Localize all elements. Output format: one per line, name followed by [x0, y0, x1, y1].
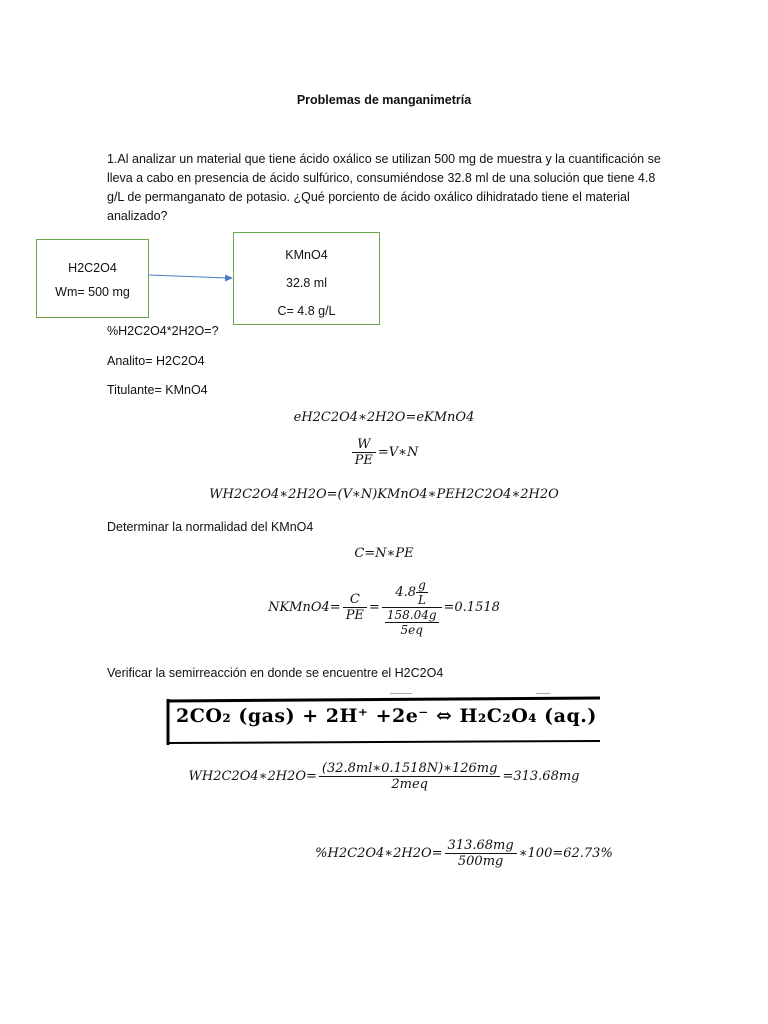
fraction-c-pe — [343, 592, 367, 623]
fraction-concentration-pe — [382, 578, 442, 637]
fraction-percent — [445, 838, 517, 869]
equation-rhs: =0.1518 — [443, 600, 500, 615]
fraction-denominator: 2meq — [391, 777, 428, 792]
equation-weight-pe — [0, 437, 768, 468]
fraction-numerator: W — [352, 437, 376, 453]
normality-label: Determinar la normalidad del KMnO4 — [107, 520, 314, 534]
fraction-w-pe — [352, 437, 376, 468]
fraction-numerator — [382, 578, 442, 608]
pe-fraction — [385, 608, 439, 637]
equation-rhs: ∗100=62.73% — [518, 846, 613, 861]
analyte-box-name: H2C2O4 — [68, 261, 117, 275]
half-reaction-text: 2CO₂ (gas) + 2H⁺ +2e⁻ ⇔ H₂C₂O₄ (aq.) — [176, 705, 597, 727]
concentration-value: 4.8 — [395, 585, 417, 600]
equation-oxalic-weight — [0, 761, 768, 792]
analyte-box — [36, 239, 149, 318]
titrant-box — [233, 232, 380, 325]
titrant-label: Titulante= KMnO4 — [107, 383, 208, 397]
equation-concentration: C=N∗PE — [354, 546, 414, 561]
pe-denominator: 5eq — [400, 623, 423, 637]
unit-fraction — [416, 578, 428, 607]
fraction-numerator: (32.8ml∗0.1518N)∗126mg — [319, 761, 501, 777]
problem-statement: 1.Al analizar un material que tiene ácido oxálico se utilizan 500 mg de muestra y la cuantificación se lleva a cabo en presencia de ácido sulfúrico, consumiéndose 32.8 ml de una solución que tiene 4.8 g/L de permanganato de potasio. ¿Qué porciento de ácido oxálico dihidratado tiene el material analizado? — [107, 152, 661, 223]
unit-denominator: L — [418, 593, 426, 607]
page-title: Problemas de manganimetría — [296, 93, 472, 107]
equation-lhs: WH2C2O4∗2H2O= — [188, 769, 317, 784]
pe-numerator: 158.04g — [386, 608, 437, 622]
equation-normality: NKMnO4= $\frac{C}{PE}$ = 4.8 $\frac{g}{L}$ $\frac{158.04g}{5eq}$ =0.1518 — [268, 578, 500, 637]
analyte-box-mass: Wm= 500 mg — [55, 285, 130, 299]
equation-weight-formula: WH2C2O4∗2H2O=(V∗N)KMnO4∗PEH2C2O4∗2H2O — [209, 487, 559, 502]
equation-rhs: =V∗N — [377, 445, 419, 460]
equation-lhs: NKMnO4= — [268, 600, 341, 615]
fraction-denominator — [382, 608, 442, 637]
verify-label: Verificar la semirreacción en donde se encuentre el H2C2O4 — [107, 666, 444, 680]
equation-rhs: =313.68mg — [502, 769, 580, 784]
equation-lhs: %H2C2O4∗2H2O= — [315, 846, 443, 861]
equation-percent — [80, 838, 768, 869]
half-reaction-image — [164, 693, 604, 746]
fraction-numerator: 313.68mg — [445, 838, 517, 854]
fraction-weight — [319, 761, 501, 792]
fraction-denominator: PE — [345, 608, 364, 623]
equation-equivalents: eH2C2O4∗2H2O=eKMnO4 — [293, 410, 475, 425]
titrant-box-volume: 32.8 ml — [286, 276, 327, 290]
unknown-label: %H2C2O4*2H2O=? — [107, 324, 219, 338]
titrant-box-concentration: C= 4.8 g/L — [277, 304, 336, 318]
fraction-denominator: 500mg — [457, 854, 504, 869]
fraction-numerator: C — [343, 592, 367, 608]
unit-numerator: g — [416, 578, 428, 593]
arrow-icon — [149, 270, 235, 284]
titrant-box-name: KMnO4 — [285, 248, 328, 262]
analyte-label: Analito= H2C2O4 — [107, 354, 205, 368]
fraction-denominator: PE — [354, 453, 373, 468]
